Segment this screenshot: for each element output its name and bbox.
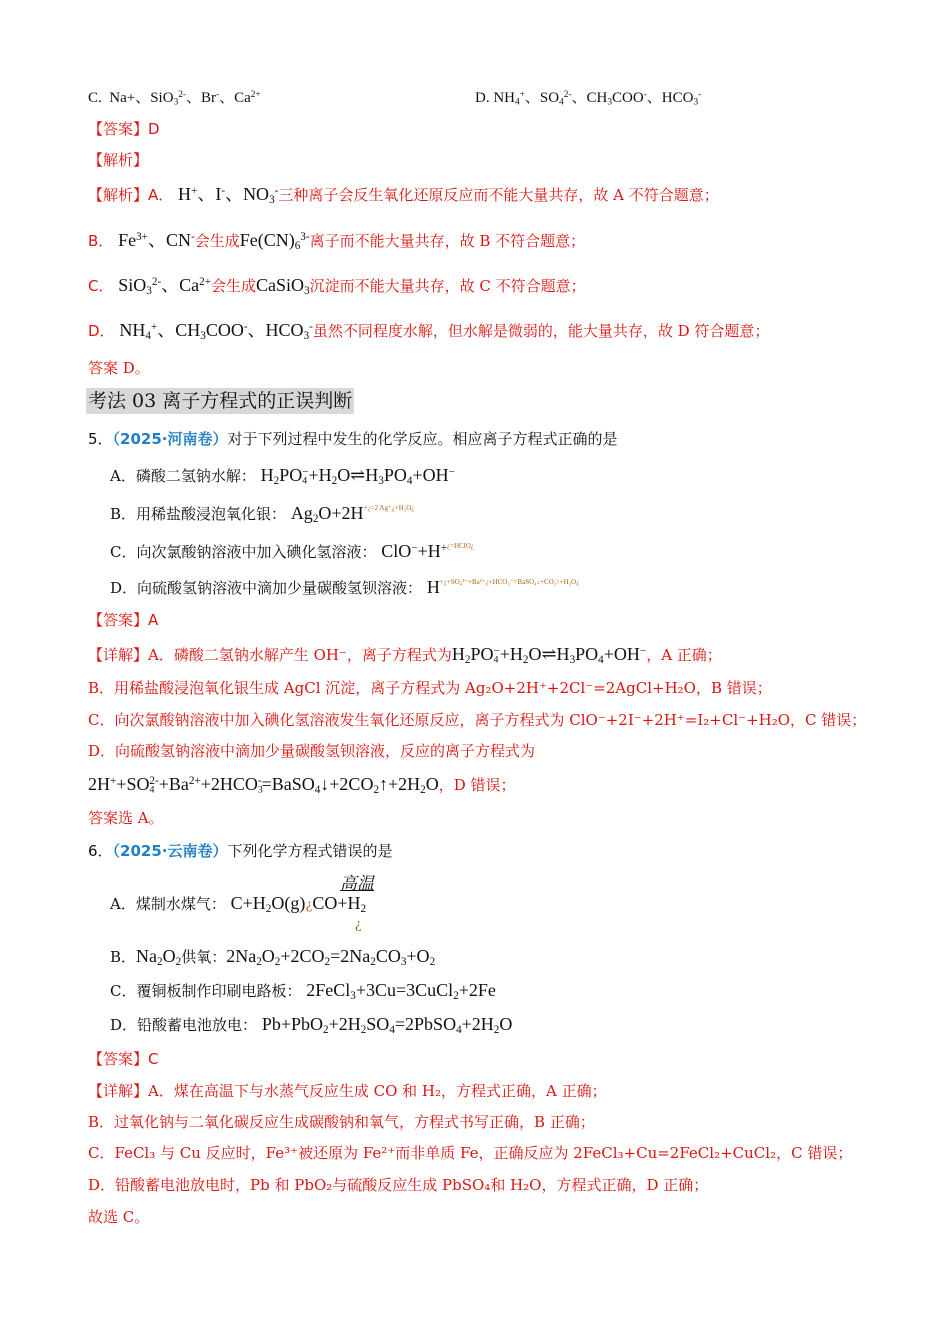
option-c-q4: C. Na+、SiO$_3^{2-}$、Br-、$Ca^{2+}$: [88, 89, 261, 108]
q5-option-c: C．向次氯酸钠溶液中加入碘化氢溶液： $ClO^-+H^{+¿=HClO¿}$: [110, 541, 474, 561]
q6-final: 故选 C。: [88, 1208, 150, 1226]
q6-detail-d: D．铅酸蓄电池放电时，Pb 和 PbO₂与硫酸反应生成 PbSO₄和 H₂O，方程式正确，D 正确；: [88, 1176, 709, 1194]
q5-detail-d-equation: $2H^++SO_4^{2-}+Ba^{2+}+2HCO_3^-=BaSO_4↓+2CO_2↑+2H_2O$，D 错误；: [88, 774, 516, 796]
q5-detail-d: D．向硫酸氢钠溶液中滴加少量碳酸氢钡溶液，反应的离子方程式为: [88, 742, 536, 760]
q6-detail-a: 【详解】A．煤在高温下与水蒸气反应生成 CO 和 H₂，方程式正确，A 正确；: [88, 1082, 607, 1100]
q4-analysis-c: C． SiO$_3^{2-}$、$Ca^{2+}$会生成CaSiO$_3$沉淀而不能大量共存，故 C 不符合题意；: [88, 275, 586, 297]
q5-option-d: D．向硫酸氢钠溶液中滴加少量碳酸氢钡溶液： $H^{+¿+SO_4^{2-}+Ba^{2+}¿+HCO_3^-=BaSO_4↓+CO_2↑+H_2O¿}$: [110, 577, 580, 597]
ions-a: H+、I-、$NO_3^-$: [178, 184, 279, 206]
q4-answer: 【答案】D: [88, 120, 160, 138]
section-title: 考法 03 离子方程式的正误判断: [88, 390, 353, 412]
q6-a-condition: 高温: [340, 874, 374, 893]
q5-option-b: B．用稀盐酸浸泡氧化银： $Ag_2O+2H^{+¿=2 Ag^+¿+H_2O¿}$: [110, 503, 415, 525]
q5-detail-c: C．向次氯酸钠溶液中加入碘化氢溶液发生氧化还原反应，离子方程式为 ClO⁻+2I⁻+2H⁺=I₂+Cl⁻+H₂O，C 错误；: [88, 711, 867, 729]
q5-final: 答案选 A。: [88, 809, 164, 827]
q6-detail-b: B．过氧化钠与二氧化碳反应生成碳酸钠和氧气，方程式书写正确，B 正确；: [88, 1113, 595, 1131]
q6-stem: 6．（2025·云南卷）下列化学方程式错误的是: [88, 842, 393, 860]
q6-option-d: D．铅酸蓄电池放电： $Pb+PbO_2+2H_2SO_4=2PbSO_4+2H_2O$: [110, 1014, 513, 1036]
q6-option-c: C．覆铜板制作印刷电路板： 2FeCl$_3$+3Cu=3CuCl$_2$+2Fe: [110, 980, 496, 1002]
q5-option-a: A．磷酸二氢钠水解： $H_2PO_4^-+H_2O\rightleftharpoons H_3PO_4+OH^-$: [110, 465, 455, 487]
option-d-q4: D. $NH_4^+$、$SO_4^{2-}$、$CH_3COO^-$、$HCO_3^-$: [475, 89, 702, 108]
q5-stem: 5．（2025·河南卷）对于下列过程中发生的化学反应。相应离子方程式正确的是: [88, 430, 618, 448]
q5-detail-b: B．用稀盐酸浸泡氧化银生成 AgCl 沉淀，离子方程式为 Ag₂O+2H⁺+2Cl⁻=2AgCl+H₂O，B 错误；: [88, 679, 772, 697]
q4-analysis-heading: 【解析】: [88, 151, 149, 169]
q6-detail-c: C．FeCl₃ 与 Cu 反应时，Fe³⁺被还原为 Fe²⁺而非单质 Fe，正确反应为 2FeCl₃+Cu=2FeCl₂+CuCl₂，C 错误；: [88, 1144, 853, 1162]
q5-answer: 【答案】A: [88, 611, 159, 629]
q5-b-garbled: +¿=2 Ag⁺¿+H₂O¿: [363, 504, 415, 512]
q4-analysis-b: B． $Fe^{3+}$、CN-会生成$Fe(CN)_6^{3-}$离子而不能大量共存，故 B 不符合题意；: [88, 230, 586, 252]
q5-a-equation: $H_2PO_4^-+H_2O\rightleftharpoons H_3PO_4+OH^-$: [260, 465, 455, 487]
q6-option-b: B．$Na_2O_2$供氧：$2Na_2O_2+2CO_2=2Na_2CO_3+O_2$: [110, 946, 436, 968]
q6-option-a: A．煤制水煤气： $C+H_2O(g)¿CO+H_2$: [110, 893, 367, 915]
q4-final: 答案 D。: [88, 359, 150, 377]
q5-d-garbled: +¿+SO₄²⁻+Ba²⁺¿+HCO₃⁻=BaSO₄↓+CO₂↑+H₂O¿: [439, 578, 580, 586]
q4-analysis-d: D． $NH_4^+$、$CH_3COO^-$、$HCO_3^-$虽然不同程度水解，但水解是微弱的，能大量共存，故 D 符合题意；: [88, 320, 770, 342]
q5-c-garbled: ¿=HClO¿: [447, 542, 474, 550]
q5-detail-a: 【详解】A．磷酸二氢钠水解产生 OH⁻，离子方程式为$H_2PO_4^-+H_2O\rightleftharpoons H_3PO_4+OH^-$，A 正确；: [88, 644, 722, 666]
q6-answer: 【答案】C: [88, 1050, 159, 1068]
q4-analysis-a: 【解析】A． H+、I-、$NO_3^-$三种离子会反生氧化还原反应而不能大量共存，故 A 不符合题意；: [88, 184, 719, 206]
q6-a-garbled-mark: ¿: [355, 916, 362, 932]
